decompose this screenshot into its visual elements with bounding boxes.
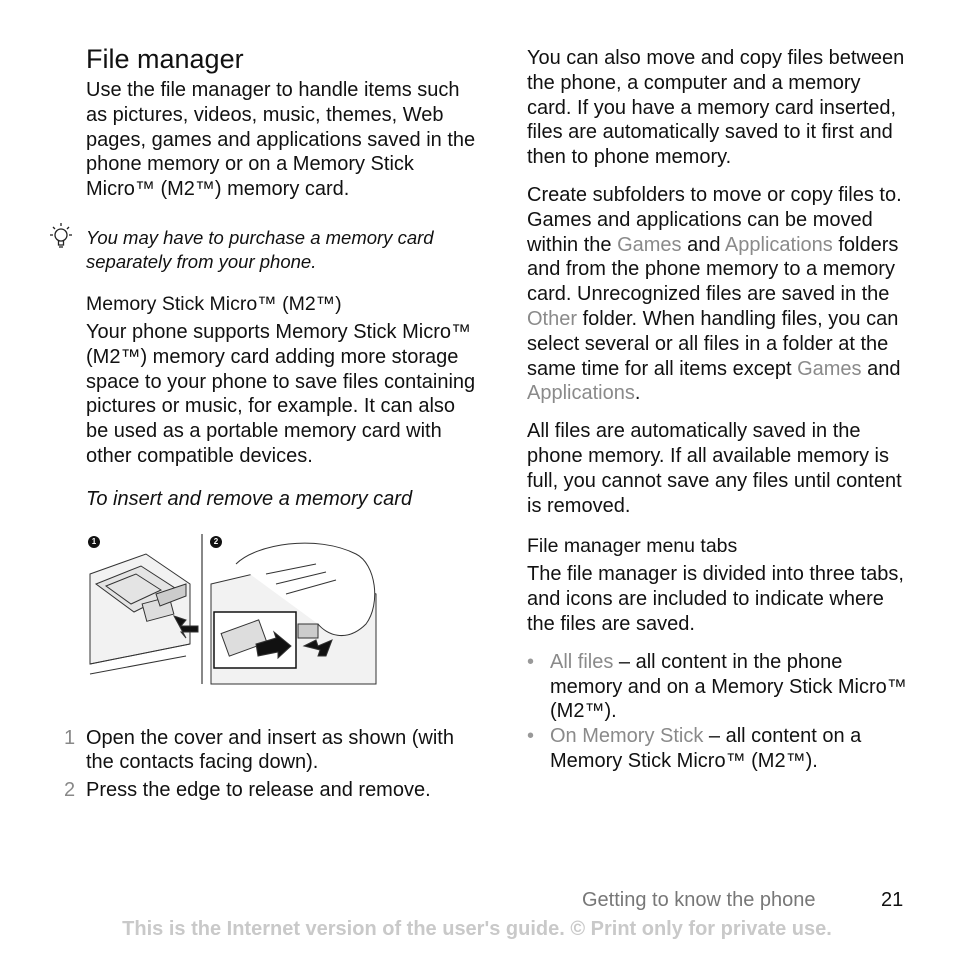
- illustration-label-1: 1: [88, 536, 100, 548]
- move-copy-paragraph: You can also move and copy files between the phone, a computer and a memory card. If you have a memory card inserted, files are automatically saved to it first and then to phone memory.: [527, 47, 905, 169]
- text-run: and: [681, 233, 725, 256]
- menu-tabs-heading: File manager menu tabs: [527, 535, 738, 558]
- text-run: .: [634, 382, 641, 405]
- auto-save-paragraph: All files are automatically saved in the phone memory. If all available memory is full, you cannot save any files until content is removed.: [527, 420, 902, 517]
- bullet-description: – all content on a Memory Stick Micro™ (M2™).: [550, 725, 862, 772]
- internet-version-notice: This is the Internet version of the user's guide. © Print only for private use.: [122, 918, 832, 940]
- insert-heading: To insert and remove a memory card: [86, 487, 413, 510]
- intro-paragraph: Use the file manager to handle items such as pictures, videos, music, themes, Web pages, games and applications saved in the phone memory or on a Memory Stick Micro™ (M2™) memory card.: [86, 79, 476, 201]
- illustration-label-2: 2: [210, 536, 222, 548]
- bullet-symbol: •: [527, 650, 535, 673]
- memory-stick-body: Your phone supports Memory Stick Micro™ (M2™) memory card adding more storage space to your phone to save files containing pictures or music, for example. It can also be used as a portable memory card with other compatible devices.: [86, 320, 476, 467]
- step-number: 2: [64, 779, 76, 802]
- menu-term-applications: Applications: [724, 233, 833, 256]
- subfolders-paragraph: [527, 183, 907, 406]
- list-item: [527, 724, 907, 774]
- tip-block: [86, 226, 476, 274]
- menu-tabs-body: The file manager is divided into three tabs, and icons are included to indicate where the files are saved.: [527, 563, 904, 635]
- step-item: [64, 726, 476, 776]
- menu-term-other: Other: [527, 307, 578, 330]
- step-item: [64, 778, 476, 803]
- menu-term-games: Games: [617, 233, 682, 256]
- steps-list: [64, 726, 476, 803]
- bullet-symbol: •: [527, 725, 535, 748]
- text-run: folder. When handling files, you can select several or all files in a folder at the same time for all items except: [527, 307, 899, 380]
- bullet-description: – all content in the phone memory and on a Memory Stick Micro™ (M2™).: [550, 650, 907, 723]
- tip-text: You may have to purchase a memory card separately from your phone.: [86, 226, 434, 272]
- text-run: Create subfolders to move or copy files to. Games and applications can be moved within the: [527, 183, 902, 256]
- memory-card-illustration: [86, 534, 476, 704]
- menu-term-applications: Applications: [527, 382, 635, 405]
- step-number: 1: [64, 726, 76, 749]
- page-number: 21: [881, 889, 904, 911]
- menu-term-games: Games: [797, 357, 862, 380]
- memory-card-drawing: [86, 534, 386, 704]
- lightbulb-icon: [46, 220, 76, 254]
- right-column: [527, 46, 907, 774]
- left-column: [64, 42, 476, 806]
- memory-stick-heading: Memory Stick Micro™ (M2™): [86, 292, 342, 315]
- text-run: folders and from the phone memory to a memory card. Unrecognized files are saved in the: [527, 233, 899, 306]
- footer-chapter-title: Getting to know the phone: [582, 889, 816, 911]
- tabs-bullet-list: [527, 650, 907, 774]
- page-title: File manager: [86, 44, 244, 74]
- menu-term-all-files: All files: [550, 650, 614, 673]
- step-text: Open the cover and insert as shown (with the contacts facing down).: [86, 726, 454, 774]
- step-text: Press the edge to release and remove.: [86, 779, 431, 802]
- list-item: [527, 650, 907, 724]
- menu-term-on-memory-stick: On Memory Stick: [550, 725, 704, 748]
- text-run: and: [861, 357, 901, 380]
